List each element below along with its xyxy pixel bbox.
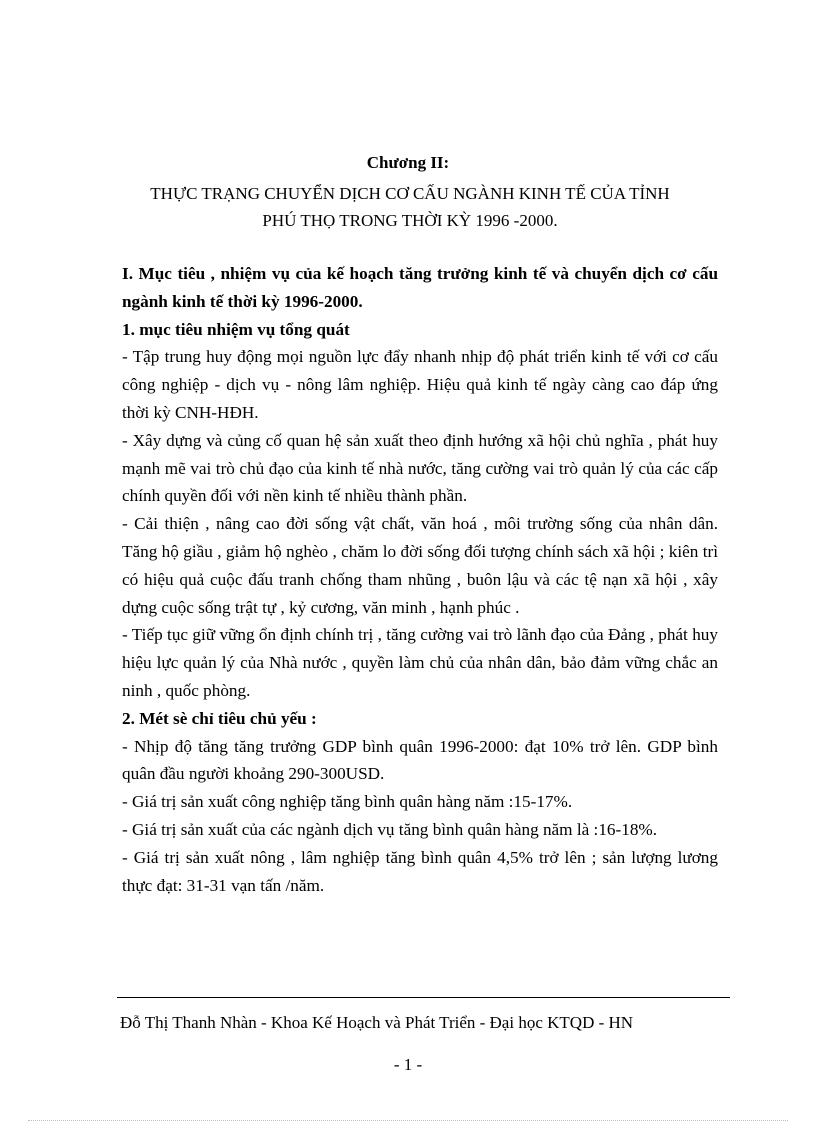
section-1-heading: I. Mục tiêu , nhiệm vụ của kế hoạch tăng trưởng kinh tế và chuyển dịch cơ cấu ngành kinh tế thời kỳ 1996-2000. xyxy=(122,264,718,311)
paragraph: - Xây dựng và củng cố quan hệ sản xuất theo định hướng xã hội chủ nghĩa , phát huy mạnh mẽ vai trò chủ đạo của kinh tế nhà nước, tăng cường vai trò quản lý của các cấp chính quyền đối với nền kinh tế nhiều thành phần. xyxy=(122,430,718,506)
paragraph: - Giá trị sản xuất của các ngành dịch vụ tăng bình quân hàng năm là :16-18%. xyxy=(122,819,658,839)
page-number: - 1 - xyxy=(393,1055,423,1074)
paragraph: - Giá trị sản xuất công nghiệp tăng bình quân hàng năm :15-17%. xyxy=(122,792,573,812)
chapter-title xyxy=(110,180,710,234)
footer-text: Đỗ Thị Thanh Nhàn - Khoa Kế Hoạch và Phát Triển - Đại học KTQD - HN xyxy=(120,1013,634,1032)
chapter-title-line-1: THỰC TRẠNG CHUYỂN DỊCH CƠ CẤU NGÀNH KINH TẾ CỦA TỈNH xyxy=(150,184,670,203)
chapter-title-line-2: PHÚ THỌ TRONG THỜI KỲ 1996 -2000. xyxy=(262,211,558,230)
footer-divider xyxy=(117,997,730,998)
paragraph: - Tập trung huy động mọi nguồn lực đẩy nhanh nhịp độ phát triển kinh tế với cơ cấu công nghiệp - dịch vụ - nông lâm nghiệp. Hiệu quả kinh tế ngày càng cao đáp ứng thời kỳ CNH-HĐH. xyxy=(122,347,718,422)
section-2-heading: 2. Mét sè chỉ tiêu chủ yếu : xyxy=(122,708,317,728)
paragraph: - Cải thiện , nâng cao đời sống vật chất, văn hoá , môi trường sống của nhân dân. Tăng hộ giầu , giảm hộ nghèo , chăm lo đời sống đối tượng chính sách xã hội ; kiên trì có hiệu quả cuộc đấu tranh chống tham nhũng , buôn lậu và các tệ nạn xã hội , xây dựng cuộc sống trật tự , kỷ cương, văn minh , hạnh phúc . xyxy=(122,514,718,617)
paragraph: - Nhịp độ tăng tăng trưởng GDP bình quân 1996-2000: đạt 10% trở lên. GDP bình quân đầu người khoảng 290-300USD. xyxy=(122,736,718,784)
paragraph: - Tiếp tục giữ vững ổn định chính trị , tăng cường vai trò lãnh đạo của Đảng , phát huy hiệu lực quản lý của Nhà nước , quyền làm chủ của nhân dân, bảo đảm vững chắc an ninh , quốc phòng. xyxy=(122,625,718,700)
paragraph: - Giá trị sản xuất nông , lâm nghiệp tăng bình quân 4,5% trở lên ; sản lượng lương thực đạt: 31-31 vạn tấn /năm. xyxy=(122,847,718,895)
document-body xyxy=(122,260,718,899)
page-bottom-dotted-rule xyxy=(28,1120,788,1121)
section-1-1-heading: 1. mục tiêu nhiệm vụ tổng quát xyxy=(122,319,350,339)
chapter-label: Chương II: xyxy=(366,153,450,172)
